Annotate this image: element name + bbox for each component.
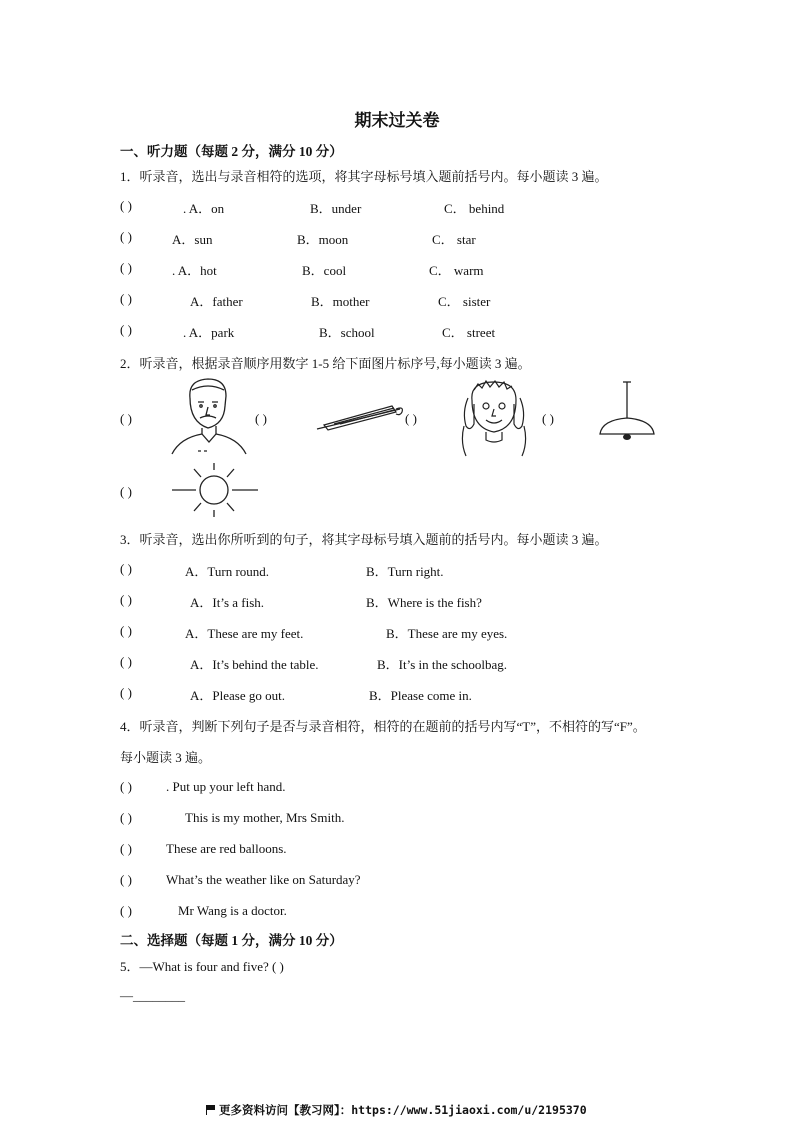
answer-paren[interactable]: ( ) [120, 685, 132, 700]
option-a: A．sun [172, 232, 213, 247]
option-c: C． warm [429, 263, 484, 278]
boy-picture [456, 378, 534, 458]
picture-paren-1[interactable]: ( ) [120, 411, 132, 426]
option-b: B．under [310, 201, 362, 216]
question-3-instruction: 3．听录音，选出你所听到的句子，将其字母标号填入题前的括号内。每小题读 3 遍。 [120, 532, 608, 547]
answer-paren[interactable]: ( ) [120, 810, 132, 825]
answer-paren[interactable]: ( ) [120, 561, 132, 576]
question-2-instruction: 2．听录音，根据录音顺序用数字 1-5 给下面图片标序号,每小题读 3 遍。 [120, 356, 531, 371]
option-b: B．school [319, 325, 375, 340]
footer-text: 更多资料访问【教习网】：https://www.51jiaoxi.com/u/2195370 [219, 1103, 587, 1117]
sun-picture [168, 462, 262, 518]
option-b: B．Where is the fish? [366, 595, 482, 610]
option-a: A．Turn round. [185, 564, 270, 579]
question-4-instruction: 4．听录音，判断下列句子是否与录音相符，相符的在题前的括号内写“T”，不相符的写“F”。 [120, 719, 646, 734]
section-heading-listening: 一、听力题（每题 2 分，满分 10 分） [120, 144, 343, 159]
picture-paren-4[interactable]: ( ) [542, 411, 554, 426]
option-c: C． star [432, 232, 476, 247]
option-a: . A．on [183, 201, 225, 216]
option-b: B．moon [297, 232, 349, 247]
picture-paren-5[interactable]: ( ) [120, 484, 132, 499]
question-4-instruction-cont: 每小题读 3 遍。 [120, 750, 212, 765]
answer-paren[interactable]: ( ) [120, 872, 132, 887]
flag-icon [206, 1105, 215, 1115]
question-5-answer-line[interactable]: —________ [120, 988, 185, 1003]
answer-paren[interactable]: ( ) [120, 841, 132, 856]
statement-text: Mr Wang is a doctor. [178, 903, 287, 918]
answer-paren[interactable]: ( ) [120, 260, 132, 275]
answer-paren[interactable]: ( ) [120, 779, 132, 794]
lamp-picture [596, 380, 658, 444]
answer-paren[interactable]: ( ) [120, 592, 132, 607]
answer-paren[interactable]: ( ) [120, 623, 132, 638]
answer-paren[interactable]: ( ) [120, 198, 132, 213]
question-5-text: 5．—What is four and five? ( ) [120, 959, 284, 974]
statement-text: This is my mother, Mrs Smith. [185, 810, 345, 825]
answer-paren[interactable]: ( ) [120, 229, 132, 244]
question-1-instruction: 1．听录音，选出与录音相符的选项，将其字母标号填入题前括号内。每小题读 3 遍。 [120, 169, 608, 184]
option-b: B．These are my eyes. [386, 626, 508, 641]
option-a: A．It’s behind the table. [190, 657, 319, 672]
picture-paren-2[interactable]: ( ) [255, 411, 267, 426]
footer-link[interactable] [206, 1102, 587, 1118]
option-a: A．Please go out. [190, 688, 285, 703]
option-c: C． behind [444, 201, 505, 216]
option-b: B．Turn right. [366, 564, 444, 579]
man-picture [168, 376, 250, 456]
option-a: . A．hot [172, 263, 217, 278]
option-a: . A．park [183, 325, 235, 340]
option-b: B．It’s in the schoolbag. [377, 657, 507, 672]
section-heading-choice: 二、选择题（每题 1 分，满分 10 分） [120, 933, 343, 948]
option-b: B．mother [311, 294, 370, 309]
statement-text: . Put up your left hand. [166, 779, 286, 794]
option-b: B．Please come in. [369, 688, 472, 703]
statement-text: These are red balloons. [166, 841, 287, 856]
answer-paren[interactable]: ( ) [120, 322, 132, 337]
option-a: A．father [190, 294, 243, 309]
umbrella-picture [314, 402, 406, 434]
page-title: 期末过关卷 [354, 111, 440, 130]
option-c: C． street [442, 325, 496, 340]
option-a: A．It’s a fish. [190, 595, 265, 610]
answer-paren[interactable]: ( ) [120, 654, 132, 669]
answer-paren[interactable]: ( ) [120, 903, 132, 918]
picture-paren-3[interactable]: ( ) [405, 411, 417, 426]
option-a: A．These are my feet. [185, 626, 304, 641]
answer-paren[interactable]: ( ) [120, 291, 132, 306]
statement-text: What’s the weather like on Saturday? [166, 872, 361, 887]
option-b: B．cool [302, 263, 347, 278]
option-c: C． sister [438, 294, 491, 309]
